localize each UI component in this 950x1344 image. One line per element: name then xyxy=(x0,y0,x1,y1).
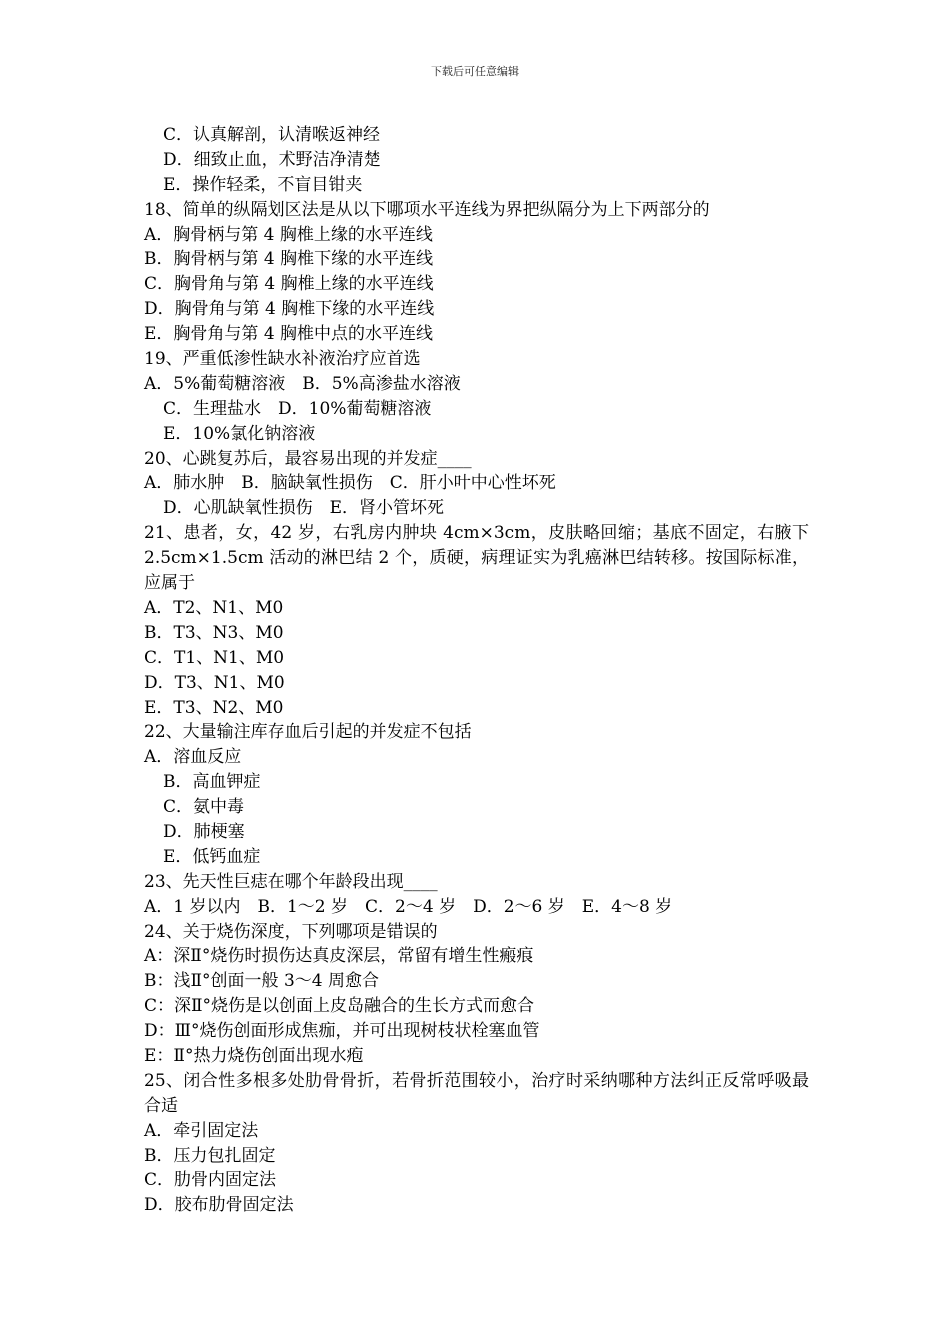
text-line: D：Ⅲ°烧伤创面形成焦痂，并可出现树枝状栓塞血管 xyxy=(144,1021,540,1042)
text-line: 22、大量输注库存血后引起的并发症不包括 xyxy=(144,722,472,743)
text-line: A：深Ⅱ°烧伤时损伤达真皮深层，常留有增生性瘢痕 xyxy=(144,946,534,967)
text-line: B．压力包扎固定 xyxy=(144,1145,276,1166)
text-line: 25、闭合性多根多处肋骨骨折，若骨折范围较小，治疗时采纳哪种方法纠正反常呼吸最合适 xyxy=(144,1070,809,1116)
text-line: B．胸骨柄与第 4 胸椎下缘的水平连线 xyxy=(144,249,434,270)
text-line: 18、简单的纵隔划区法是从以下哪项水平连线为界把纵隔分为上下两部分的 xyxy=(144,199,710,220)
text-line: A．1 岁以内 B．1～2 岁 C．2～4 岁 D．2～6 岁 E．4～8 岁 xyxy=(144,896,673,917)
text-line: E．10%氯化钠溶液 xyxy=(163,423,316,444)
text-line: D．心肌缺氧性损伤 E．肾小管坏死 xyxy=(163,498,445,519)
text-line: 21、患者，女，42 岁，右乳房内肿块 4cm×3cm，皮肤略回缩；基底不固定，右腋下 2.5cm×1.5cm 活动的淋巴结 2 个，质硬，病理证实为乳癌淋巴结转移。按国际标准，应属于 xyxy=(144,523,809,594)
text-line: A．胸骨柄与第 4 胸椎上缘的水平连线 xyxy=(144,224,433,245)
text-line: 24、关于烧伤深度，下列哪项是错误的 xyxy=(144,921,438,942)
text-line: A．肺水肿 B．脑缺氧性损伤 C．肝小叶中心性坏死 xyxy=(144,473,556,494)
text-line: E．操作轻柔，不盲目钳夹 xyxy=(163,174,363,195)
text-line: C．生理盐水 D．10%葡萄糖溶液 xyxy=(163,398,432,419)
document-body xyxy=(144,123,809,1218)
text-line: A．牵引固定法 xyxy=(144,1120,259,1141)
text-line: B．高血钾症 xyxy=(163,772,261,793)
text-line: 19、严重低渗性缺水补液治疗应首选 xyxy=(144,349,421,370)
text-line: C．胸骨角与第 4 胸椎上缘的水平连线 xyxy=(144,274,434,295)
text-line: C．T1、N1、M0 xyxy=(144,647,285,668)
text-line: C．氨中毒 xyxy=(163,797,245,818)
text-line: D．细致止血，术野洁净清楚 xyxy=(163,149,381,170)
text-line: C：深Ⅱ°烧伤是以创面上皮岛融合的生长方式而愈合 xyxy=(144,996,535,1017)
text-line: 20、心跳复苏后，最容易出现的并发症____ xyxy=(144,448,472,469)
text-line: 23、先天性巨痣在哪个年龄段出现____ xyxy=(144,871,438,892)
text-line: D．肺梗塞 xyxy=(163,821,245,842)
text-line: E．T3、N2、M0 xyxy=(144,697,284,718)
text-line: C．认真解剖，认清喉返神经 xyxy=(163,125,381,145)
text-line: E．胸骨角与第 4 胸椎中点的水平连线 xyxy=(144,324,434,345)
text-line: C．肋骨内固定法 xyxy=(144,1170,277,1191)
text-line: E：Ⅱ°热力烧伤创面出现水疱 xyxy=(144,1046,364,1066)
text-line: D．T3、N1、M0 xyxy=(144,672,285,693)
page-header: 下载后可任意编辑 xyxy=(431,65,519,78)
text-line: A．溶血反应 xyxy=(144,747,242,768)
text-line: E．低钙血症 xyxy=(163,846,261,867)
text-line: B．T3、N3、M0 xyxy=(144,622,284,643)
text-line: A．T2、N1、M0 xyxy=(144,597,284,618)
text-line: A．5%葡萄糖溶液 B．5%高渗盐水溶液 xyxy=(144,373,461,394)
text-line: D．胸骨角与第 4 胸椎下缘的水平连线 xyxy=(144,299,435,320)
text-line: D．胶布肋骨固定法 xyxy=(144,1195,294,1216)
text-line: B：浅Ⅱ°创面一般 3～4 周愈合 xyxy=(144,971,379,992)
